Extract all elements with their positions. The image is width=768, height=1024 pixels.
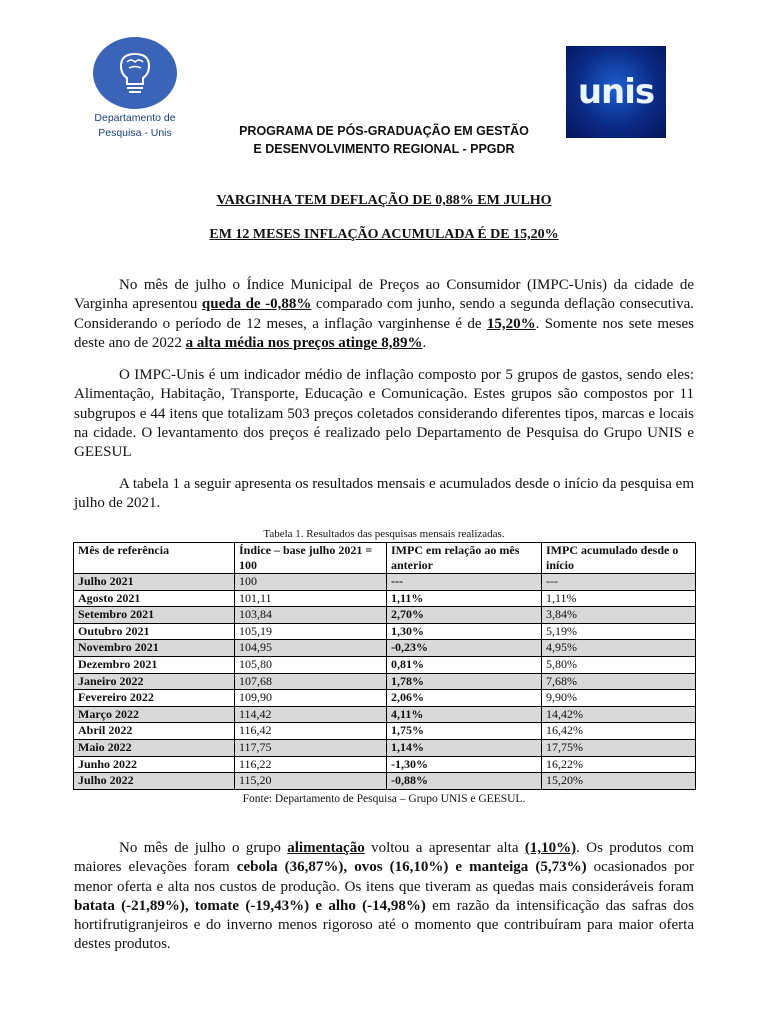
highlight-food-group: alimentação — [287, 840, 365, 856]
cell-monthly: -0,23% — [387, 640, 542, 657]
text-span: No mês de julho o grupo — [119, 840, 288, 856]
table-row — [74, 607, 696, 624]
cell-cumulative: 16,22% — [542, 756, 696, 773]
cell-month: Fevereiro 2022 — [74, 690, 235, 707]
table-source: Fonte: Departamento de Pesquisa – Grupo UNIS e GEESUL. — [242, 793, 526, 805]
table-row — [74, 640, 696, 657]
table-row — [74, 756, 696, 773]
text-span: No mês de julho o Índice Municipal de Preços ao Consumidor (IMPC-Unis) da cidade de Varginha apresentou — [74, 277, 694, 313]
highlight-increases: cebola (36,87%), ovos (16,10%) e manteiga (5,73%) — [236, 859, 587, 876]
cell-monthly: 2,06% — [387, 690, 542, 707]
table-row — [74, 723, 696, 740]
cell-index: 100 — [235, 574, 387, 591]
highlight-food-rate: (1,10%) — [524, 840, 577, 856]
table-caption: Tabela 1. Resultados das pesquisas mensais realizadas. — [263, 528, 505, 540]
highlight-annual-inflation: 15,20% — [486, 315, 536, 332]
cell-monthly: 1,75% — [387, 723, 542, 740]
cell-cumulative: 14,42% — [542, 706, 696, 723]
table-row — [74, 656, 696, 673]
text-span: comparado com junho, sendo a segunda deflação consecutiva. Considerando o período de 12 meses, a inflação varginhense é de — [74, 296, 695, 332]
text-span: . Somente nos sete meses deste ano de 2022 — [74, 315, 695, 351]
cell-monthly: 2,70% — [387, 607, 542, 624]
header-index: Índice – base julho 2021 = 100 — [235, 543, 387, 574]
cell-month: Janeiro 2022 — [74, 673, 235, 690]
cell-monthly: 0,81% — [387, 656, 542, 673]
cell-index: 101,11 — [235, 590, 387, 607]
cell-cumulative: 4,95% — [542, 640, 696, 657]
cell-index: 105,80 — [235, 656, 387, 673]
program-title-line2: E DESENVOLVIMENTO REGIONAL - PPGDR — [253, 142, 515, 156]
table-row — [74, 773, 696, 790]
cell-month: Setembro 2021 — [74, 607, 235, 624]
cell-cumulative: 7,68% — [542, 673, 696, 690]
highlight-decline: queda de -0,88% — [201, 296, 312, 313]
cell-index: 114,42 — [235, 706, 387, 723]
paragraph-table-intro: A tabela 1 a seguir apresenta os resultados mensais e acumulados desde o início da pesquisa em julho de 2021. — [74, 476, 694, 512]
cell-month: Abril 2022 — [74, 723, 235, 740]
text-span: . Os produtos com maiores elevações foram — [74, 840, 694, 876]
table-header-row — [74, 543, 696, 574]
cell-month: Março 2022 — [74, 706, 235, 723]
table-row — [74, 623, 696, 640]
table-row — [74, 590, 696, 607]
paragraph-methodology: O IMPC-Unis é um indicador médio de inflação composto por 5 grupos de gastos, sendo eles: Alimentação, Habitação, Transporte, Educação e Comunicação. Estes grupos são compostos por 11 subgrupos e 44 itens que totalizam 503 preços coletados considerando diferentes tipos, marcas e locais na cidade. O levantamento dos preços é realizado pelo Departamento de Pesquisa do Grupo UNIS e GEESUL — [74, 367, 694, 461]
cell-index: 115,20 — [235, 773, 387, 790]
cell-index: 103,84 — [235, 607, 387, 624]
headline-primary: VARGINHA TEM DEFLAÇÃO DE 0,88% EM JULHO — [216, 193, 552, 208]
text-span: voltou a apresentar alta — [364, 840, 525, 856]
cell-month: Novembro 2021 — [74, 640, 235, 657]
department-name-line1: Departamento de — [94, 112, 176, 124]
cell-monthly: 1,30% — [387, 623, 542, 640]
lightbulb-brain-icon — [91, 36, 179, 110]
header-month: Mês de referência — [74, 543, 235, 574]
paragraph-intro — [74, 276, 694, 353]
cell-monthly: 1,78% — [387, 673, 542, 690]
table-row — [74, 690, 696, 707]
cell-cumulative: 3,84% — [542, 607, 696, 624]
cell-month: Outubro 2021 — [74, 623, 235, 640]
cell-month: Maio 2022 — [74, 739, 235, 756]
cell-index: 117,75 — [235, 739, 387, 756]
highlight-year-average: a alta média nos preços atinge 8,89% — [185, 334, 423, 351]
cell-index: 104,95 — [235, 640, 387, 657]
cell-month: Dezembro 2021 — [74, 656, 235, 673]
cell-index: 116,42 — [235, 723, 387, 740]
table-row — [74, 673, 696, 690]
table-row — [74, 739, 696, 756]
header-cumulative: IMPC acumulado desde o início — [542, 543, 696, 574]
cell-monthly: 4,11% — [387, 706, 542, 723]
unis-logo-text: unis — [577, 72, 655, 112]
cell-month: Julho 2021 — [74, 574, 235, 591]
program-title-line1: PROGRAMA DE PÓS-GRADUAÇÃO EM GESTÃO — [239, 124, 529, 138]
cell-cumulative: 17,75% — [542, 739, 696, 756]
cell-cumulative: 1,11% — [542, 590, 696, 607]
cell-month: Julho 2022 — [74, 773, 235, 790]
cell-monthly: 1,11% — [387, 590, 542, 607]
text-span: ocasionados por menor oferta e alta nos custos de produção. Os itens que tiveram as quedas mais consideráveis foram — [74, 859, 695, 895]
department-name-line2: Pesquisa - Unis — [98, 127, 172, 139]
cell-index: 105,19 — [235, 623, 387, 640]
headline-secondary: EM 12 MESES INFLAÇÃO ACUMULADA É DE 15,20% — [209, 227, 559, 242]
cell-monthly: -1,30% — [387, 756, 542, 773]
cell-cumulative: 9,90% — [542, 690, 696, 707]
highlight-decreases: batata (-21,89%), tomate (-19,43%) e alho (-14,98%) — [74, 897, 426, 914]
cell-cumulative: 16,42% — [542, 723, 696, 740]
cell-monthly: --- — [387, 574, 542, 591]
text-span: . — [422, 334, 427, 351]
cell-index: 107,68 — [235, 673, 387, 690]
cell-index: 116,22 — [235, 756, 387, 773]
cell-monthly: 1,14% — [387, 739, 542, 756]
cell-cumulative: 5,19% — [542, 623, 696, 640]
table-row — [74, 706, 696, 723]
results-table — [73, 542, 696, 790]
cell-cumulative: 15,20% — [542, 773, 696, 790]
cell-cumulative: --- — [542, 574, 696, 591]
cell-month: Junho 2022 — [74, 756, 235, 773]
text-span: em razão da intensificação das safras dos hortifrutigranjeiros e do inverno menos rigoroso até o momento que contribuíram para maior oferta destes produtos. — [74, 897, 694, 953]
cell-cumulative: 5,80% — [542, 656, 696, 673]
table-row — [74, 574, 696, 591]
header-monthly: IMPC em relação ao mês anterior — [387, 543, 542, 574]
cell-index: 109,90 — [235, 690, 387, 707]
cell-monthly: -0,88% — [387, 773, 542, 790]
paragraph-food-group — [74, 839, 694, 955]
cell-month: Agosto 2021 — [74, 590, 235, 607]
